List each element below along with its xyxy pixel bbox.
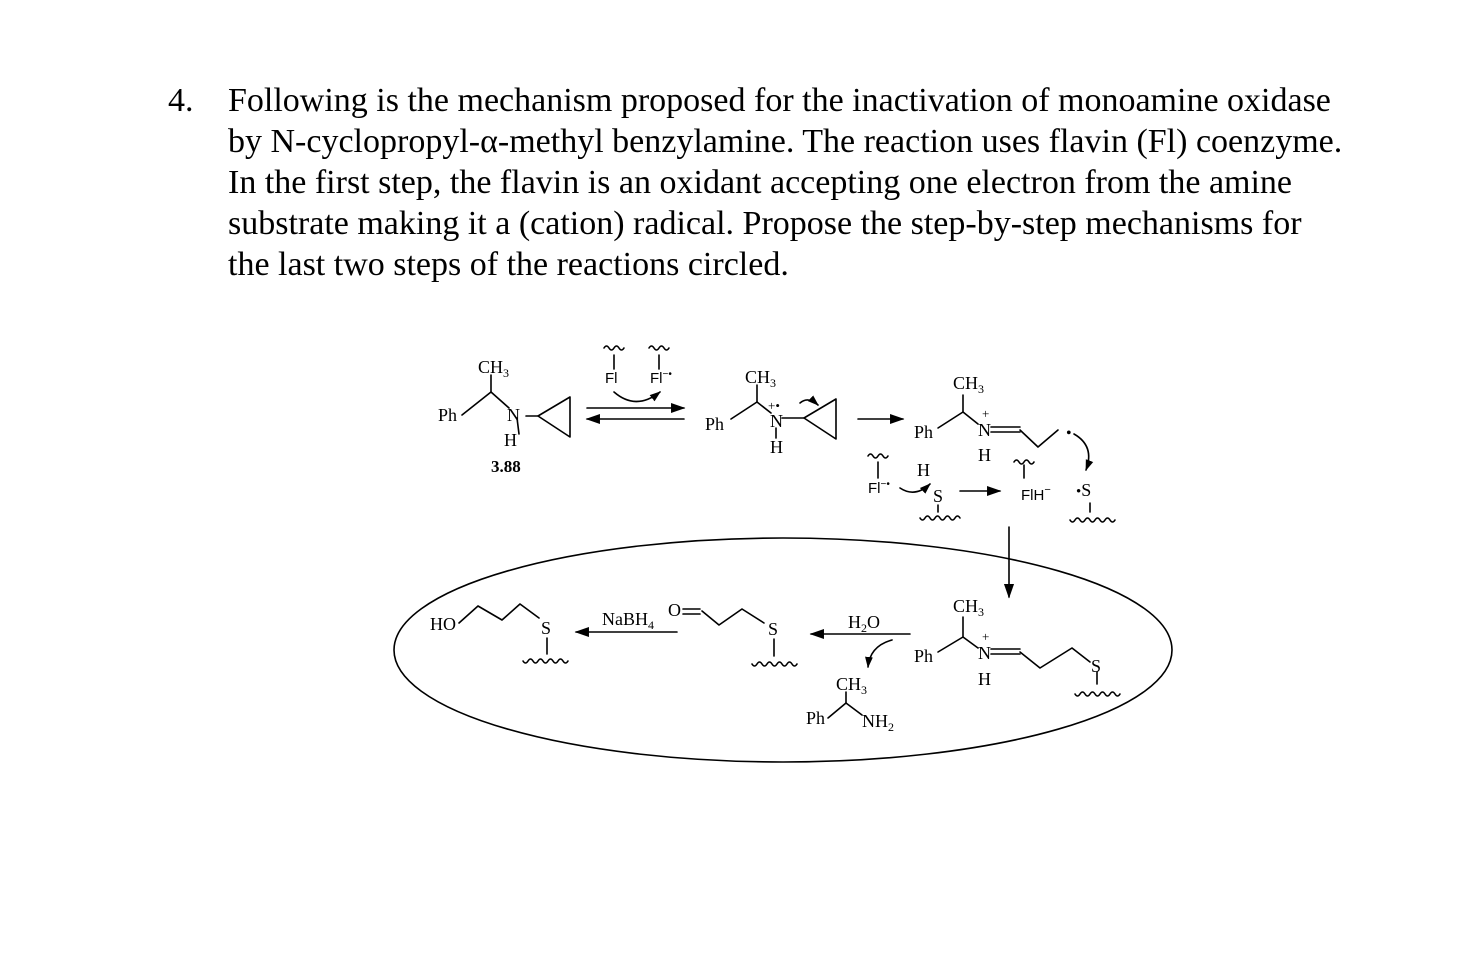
question-line: substrate making it a (cation) radical. Propose the step-by-step mechanisms for: [228, 205, 1302, 242]
ph-label: Ph: [705, 414, 725, 434]
fl-label: Fl: [605, 370, 618, 387]
n-label: N: [507, 405, 520, 425]
equilibrium-arrows: [587, 392, 684, 419]
nabh4-label: NaBH$_4$: [602, 609, 654, 632]
n-label: N: [770, 411, 783, 431]
alcohol-thioether: [459, 604, 568, 663]
ch3-label: $CH_3$: [953, 596, 985, 619]
h-label: H: [504, 430, 517, 450]
circled-region: [394, 538, 1172, 762]
plus-charge: +: [982, 629, 990, 644]
nh2-label: $NH_2$: [862, 711, 894, 734]
flh-label: FlH−: [1021, 484, 1051, 504]
h-label: H: [770, 437, 783, 457]
ch3-label: $CH_3$: [745, 367, 777, 390]
fl-radical-label: Fl−•: [650, 369, 672, 387]
radical-cation-symbol: +•: [768, 398, 780, 413]
h-label: H: [978, 445, 991, 465]
flavin-attachment: [604, 346, 669, 369]
question-line: Following is the mechanism proposed for the inactivation of monoamine oxidase: [228, 82, 1331, 119]
released-amine: [828, 692, 862, 718]
compound-number: 3.88: [491, 457, 521, 476]
ch3-label: $CH_3$: [953, 373, 985, 396]
s-label: S: [933, 486, 944, 506]
ph-label: Ph: [438, 405, 458, 425]
plus-charge: +: [982, 406, 990, 421]
o-label: O: [668, 600, 681, 620]
question-line: In the first step, the flavin is an oxidant accepting one electron from the amine: [228, 164, 1293, 201]
aldehyde-thioether: [683, 609, 797, 666]
h-label: H: [917, 460, 930, 480]
fl-radical-label: Fl−•: [868, 479, 890, 497]
s-label: S: [541, 618, 552, 638]
question-line: by N-cyclopropyl-α-methyl benzylamine. The reaction uses flavin (Fl) coenzyme.: [228, 123, 1343, 160]
ch3-label: $CH_3$: [478, 357, 510, 380]
ph-label: Ph: [914, 422, 934, 442]
ph-label: Ph: [914, 646, 934, 666]
n-label: N: [978, 420, 991, 440]
thiyl-radical-label: •S: [1076, 480, 1092, 500]
s-label: S: [768, 619, 779, 639]
ch3-label: $CH_3$: [836, 674, 868, 697]
h-label: H: [978, 669, 991, 689]
question-number: 4.: [168, 82, 194, 119]
n-label: N: [978, 643, 991, 663]
s-label: S: [1091, 656, 1102, 676]
radical-dot: •: [1066, 425, 1072, 442]
radical-cation-intermediate: [731, 385, 836, 439]
hydrolysis-arrow: [811, 634, 910, 667]
ph-label: Ph: [806, 708, 826, 728]
question-line: the last two steps of the reactions circled.: [228, 246, 789, 283]
h2o-label: $H_2O$: [848, 612, 880, 635]
ho-label: HO: [430, 614, 456, 634]
